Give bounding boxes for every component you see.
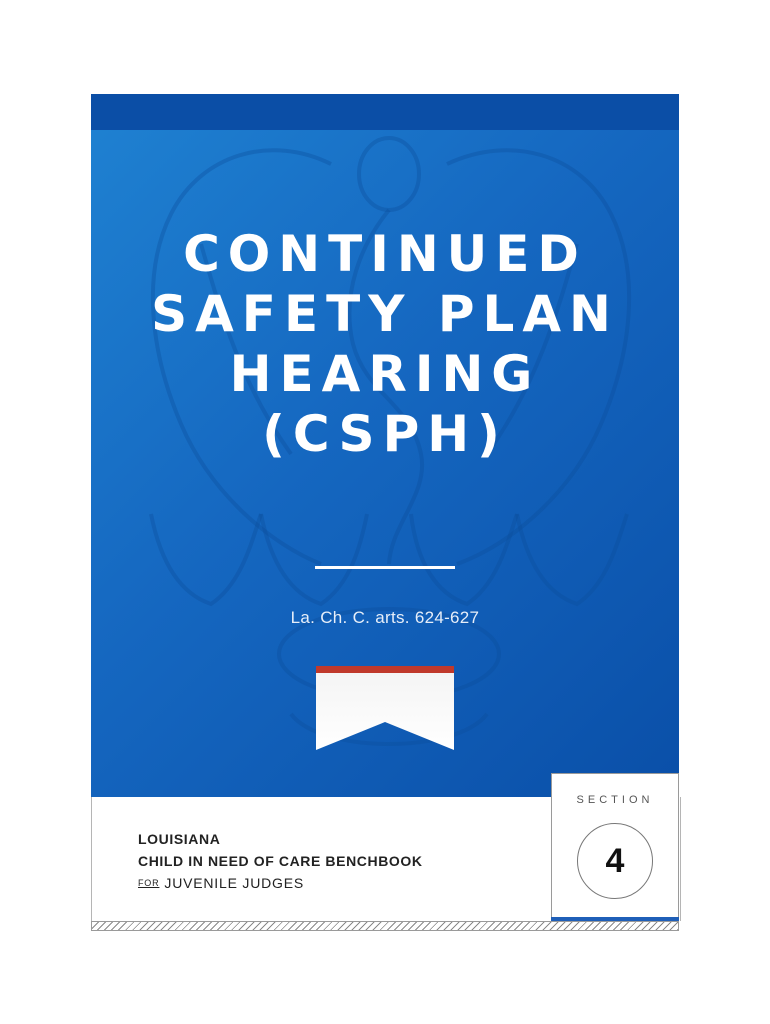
title-line: SAFETY PLAN <box>151 285 619 343</box>
title-divider <box>315 566 455 569</box>
cover-panel <box>91 94 679 798</box>
section-number-badge <box>577 823 653 899</box>
bookmark-ribbon-icon <box>316 666 454 750</box>
title-line: CONTINUED <box>183 225 587 283</box>
title-line: HEARING <box>229 345 541 403</box>
footer-audience-text: JUVENILE JUDGES <box>164 875 304 891</box>
statute-citation: La. Ch. C. arts. 624-627 <box>290 608 480 627</box>
hatched-base-strip <box>91 921 679 931</box>
section-label: SECTION <box>576 794 654 806</box>
footer-benchbook-title: CHILD IN NEED OF CARE BENCHBOOK <box>138 853 423 869</box>
section-number: 4 <box>605 841 625 880</box>
footer-for-label: FOR <box>138 878 160 888</box>
title-line: (CSPH) <box>262 405 508 463</box>
section-tab <box>551 773 679 919</box>
footer-state: LOUISIANA <box>138 831 221 847</box>
cover-title <box>91 224 679 464</box>
footer-audience <box>138 875 304 891</box>
